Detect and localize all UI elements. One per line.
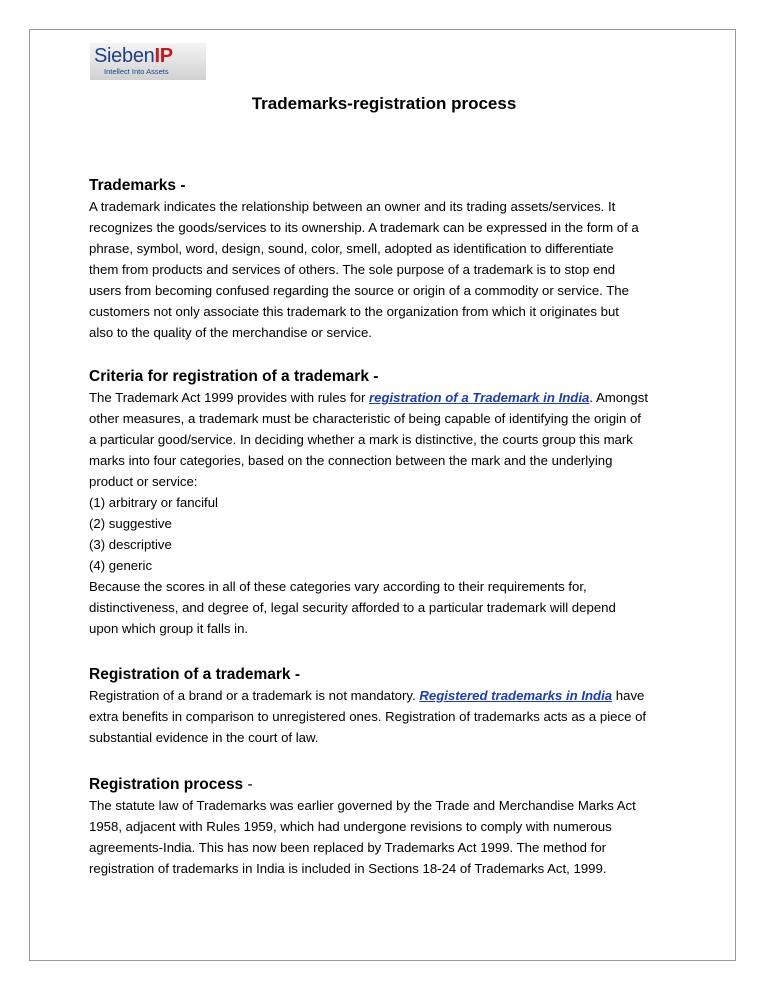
text-line: phrase, symbol, word, design, sound, color, smell, adopted as identification to differentiate [89, 241, 614, 256]
text-line: substantial evidence in the court of law. [89, 730, 319, 745]
registration-paragraph [89, 685, 693, 748]
text-line: customers not only associate this trademark to the organization from which it originates but [89, 304, 619, 319]
text-line: registration of trademarks in India is included in Sections 18-24 of Trademarks Act, 1999. [89, 861, 607, 876]
list-item: (1) arbitrary or fanciful [89, 495, 218, 510]
text-line: upon which group it falls in. [89, 621, 249, 636]
text-line: also to the quality of the merchandise or service. [89, 325, 372, 340]
trademarks-paragraph [89, 196, 693, 343]
text-line: marks into four categories, based on the connection between the mark and the underlying [89, 453, 613, 468]
text-line: other measures, a trademark must be characteristic of being capable of identifying the origin of [89, 411, 641, 426]
section-registration-process [89, 774, 693, 879]
text-line: A trademark indicates the relationship between an owner and its trading assets/services. It [89, 199, 616, 214]
text-line: agreements-India. This has now been replaced by Trademarks Act 1999. The method for [89, 840, 607, 855]
process-paragraph [89, 795, 693, 879]
section-heading-trademarks: Trademarks - [89, 177, 186, 194]
text-line: users from becoming confused regarding the source or origin of a commodity or service. The [89, 283, 629, 298]
section-registration [89, 664, 693, 748]
logo-name-ip: IP [154, 45, 173, 67]
text-segment: The Trademark Act 1999 provides with rules for [89, 390, 369, 405]
section-criteria [89, 366, 693, 639]
heading-suffix: - [243, 776, 253, 793]
criteria-paragraph [89, 387, 693, 639]
text-line: Because the scores in all of these categories vary according to their requirements for, [89, 579, 587, 594]
text-line: recognizes the goods/services to its ownership. A trademark can be expressed in the form of a [89, 220, 639, 235]
logo-wordmark [94, 44, 173, 68]
text-line: a particular good/service. In deciding whether a mark is distinctive, the courts group this mark [89, 432, 633, 447]
text-segment: Registration of a brand or a trademark is not mandatory. [89, 688, 420, 703]
list-item: (2) suggestive [89, 516, 172, 531]
text-line: product or service: [89, 474, 198, 489]
link-registration-of-trademark-in-india[interactable]: registration of a Trademark in India [369, 390, 590, 405]
text-line [89, 387, 693, 408]
text-line [89, 685, 693, 706]
text-line: them from products and services of others. The sole purpose of a trademark is to stop end [89, 262, 616, 277]
text-segment: have [612, 688, 645, 703]
logo-tagline: Intellect Into Assets [104, 67, 169, 76]
text-line: distinctiveness, and degree of, legal security afforded to a particular trademark will depend [89, 600, 616, 615]
logo-name-sieben: Sieben [94, 45, 155, 67]
text-line: extra benefits in comparison to unregistered ones. Registration of trademarks acts as a piece of [89, 709, 647, 724]
text-segment: . Amongst [589, 390, 648, 405]
list-item: (3) descriptive [89, 537, 172, 552]
text-line: 1958, adjacent with Rules 1959, which had undergone revisions to comply with numerous [89, 819, 612, 834]
siebenip-logo [90, 43, 206, 80]
text-line: The statute law of Trademarks was earlier governed by the Trade and Merchandise Marks Act [89, 798, 636, 813]
list-item: (4) generic [89, 558, 153, 573]
document-title: Trademarks-registration process [251, 94, 517, 113]
section-heading-criteria: Criteria for registration of a trademark - [89, 368, 379, 385]
section-heading-process [89, 774, 693, 795]
heading-text: Registration process [89, 776, 244, 793]
section-trademarks [89, 175, 693, 343]
section-heading-registration: Registration of a trademark - [89, 666, 301, 683]
link-registered-trademarks-in-india[interactable]: Registered trademarks in India [419, 688, 613, 703]
